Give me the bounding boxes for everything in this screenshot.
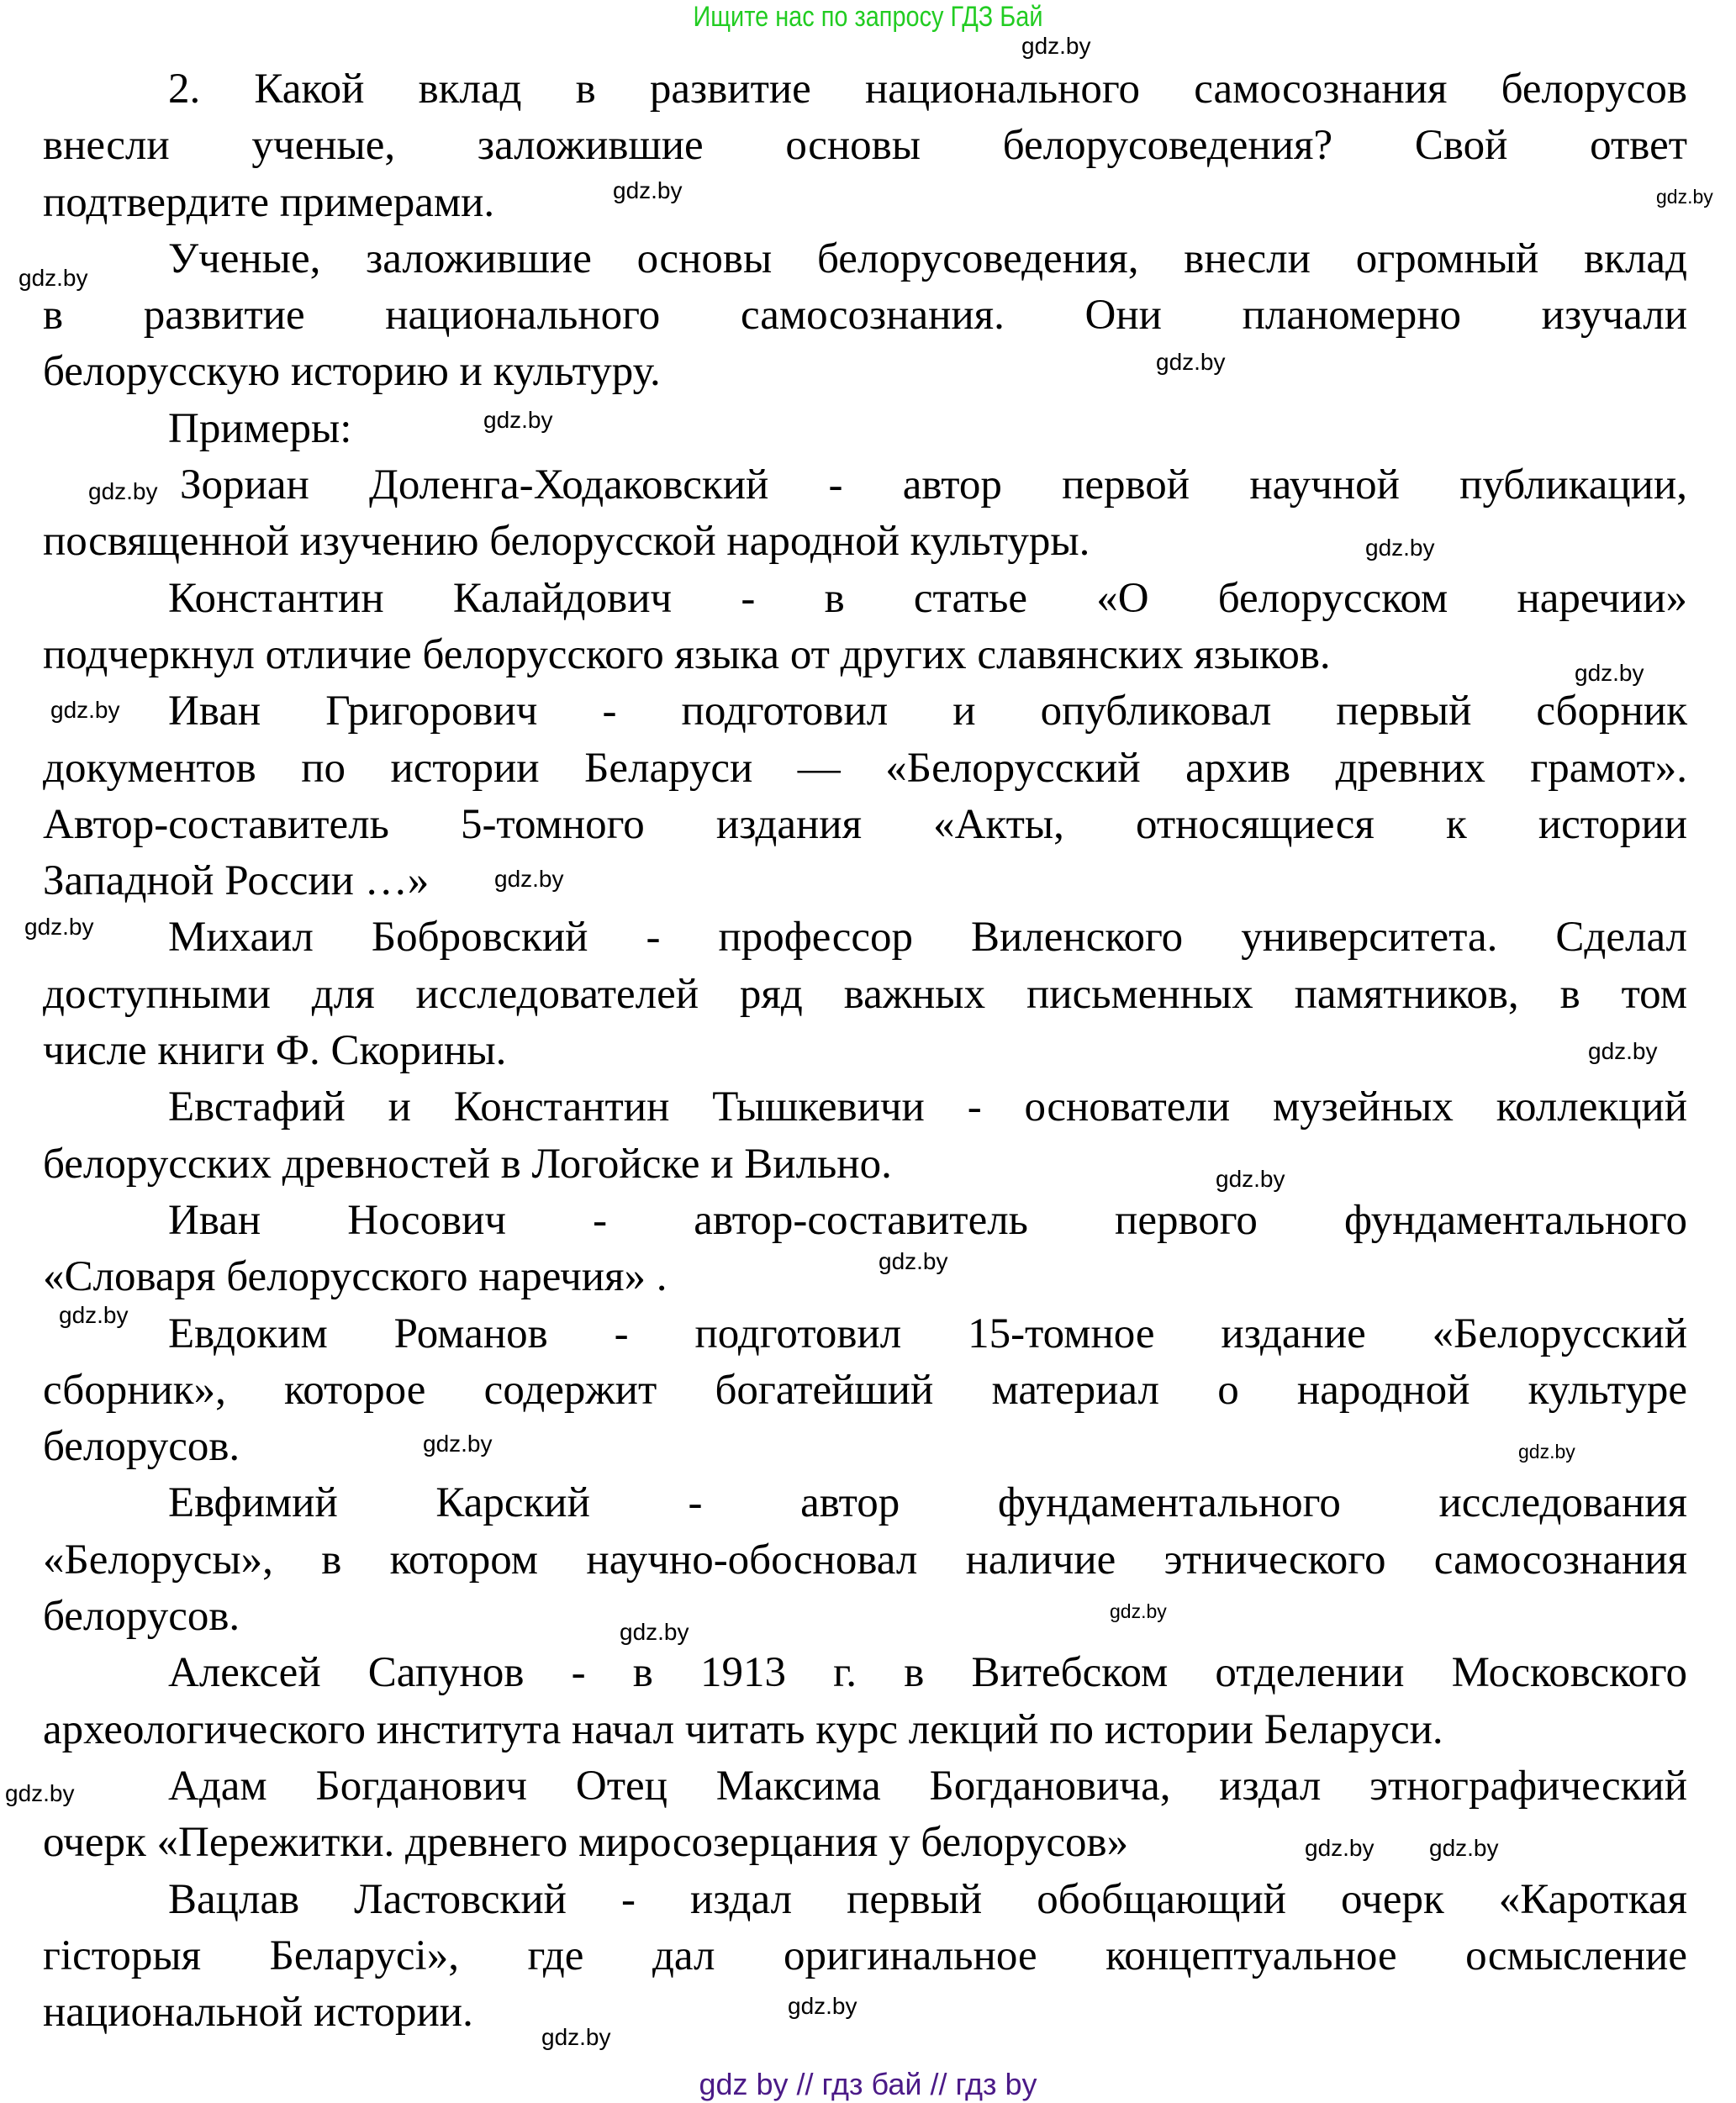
text-line: «Белорусы», в котором научно-обосновал наличие этнического самосознания	[43, 1536, 1687, 1584]
watermark: gdz.by	[59, 1302, 129, 1328]
watermark: gdz.by	[1156, 349, 1226, 375]
watermark: gdz.by	[494, 866, 564, 892]
text-line: в развитие национального самосознания. Они планомерно изучали	[43, 292, 1687, 340]
text-line: очерк «Пережитки. древнего миросозерцания у белорусов»	[43, 1819, 1129, 1867]
watermark: gdz.by	[1305, 1835, 1375, 1861]
watermark: gdz.by	[1656, 186, 1713, 208]
watermark: gdz.by	[5, 1780, 75, 1806]
watermark: gdz.by	[1575, 660, 1644, 686]
answer-text	[43, 61, 1687, 2041]
watermark: gdz.by	[620, 1619, 689, 1645]
watermark: gdz.by	[1110, 1600, 1167, 1622]
text-line: национальной истории.	[43, 1989, 473, 2037]
text-line: белорусскую историю и культуру.	[43, 348, 661, 396]
text-line: археологического института начал читать курс лекций по истории Беларуси.	[43, 1705, 1443, 1753]
text-line: сборник», которое содержит богатейший материал о народной культуре	[43, 1366, 1687, 1414]
text-line: подчеркнул отличие белорусского языка от других славянских языков.	[43, 630, 1331, 678]
search-banner: Ищите нас по запросу ГДЗ Бай	[693, 1, 1043, 33]
text-line: Автор-составитель 5-томного издания «Акты, относящиеся к истории	[43, 800, 1687, 848]
watermark: gdz.by	[541, 2024, 611, 2050]
text-line: Адам Богданович Отец Максима Богдановича, издал этнографический	[168, 1762, 1687, 1810]
watermark: gdz.by	[483, 407, 553, 433]
text-line: «Словаря белорусского наречия» .	[43, 1253, 667, 1301]
text-line: подтвердите примерами.	[43, 178, 495, 226]
watermark: gdz.by	[879, 1248, 948, 1274]
text-line: Иван Григорович - подготовил и опубликовал первый сборник	[168, 688, 1687, 735]
text-line: Евдоким Романов - подготовил 15-томное издание «Белорусский	[168, 1310, 1687, 1357]
watermark: gdz.by	[1021, 33, 1091, 59]
text-line: Примеры:	[168, 404, 352, 452]
text-line: Константин Калайдович - в статье «О белорусском наречии»	[168, 574, 1687, 622]
text-line: белорусских древностей в Логойске и Вильно.	[43, 1140, 892, 1188]
text-line: доступными для исследователей ряд важных письменных памятников, в том	[43, 970, 1687, 1018]
text-line: Евстафий и Константин Тышкевичи - основатели музейных коллекций	[168, 1083, 1687, 1131]
watermark: gdz.by	[1365, 535, 1435, 561]
watermark: gdz.by	[1216, 1166, 1285, 1192]
text-line: Алексей Сапунов - в 1913 г. в Витебском отделении Московского	[168, 1649, 1687, 1697]
text-line: Иван Носович - автор-составитель первого фундаментального	[168, 1196, 1687, 1244]
text-line: белорусов.	[43, 1423, 240, 1471]
watermark: gdz.by	[50, 697, 120, 723]
text-line: Зориан Доленга-Ходаковский - автор первой научной публикации,	[180, 461, 1687, 509]
text-line: Михаил Бобровский - профессор Виленского университета. Сделал	[168, 914, 1687, 962]
watermark: gdz.by	[788, 1993, 857, 2019]
watermark: gdz.by	[88, 478, 158, 504]
text-line: Евфимий Карский - автор фундаментального исследования	[168, 1479, 1687, 1527]
watermark: gdz.by	[1429, 1835, 1499, 1861]
text-line: Западной России …»	[43, 857, 430, 905]
watermark: gdz.by	[24, 914, 94, 940]
watermark: gdz.by	[1588, 1038, 1658, 1064]
text-line: числе книги Ф. Скорины.	[43, 1027, 507, 1075]
text-line: Ученые, заложившие основы белорусоведения, внесли огромный вклад	[168, 235, 1687, 282]
text-line: белорусов.	[43, 1593, 240, 1641]
text-line: Вацлав Ластовский - издал первый обобщающий очерк «Кароткая	[168, 1875, 1687, 1923]
watermark: gdz.by	[18, 265, 88, 291]
watermark: gdz.by	[613, 177, 683, 203]
text-line: внесли ученые, заложившие основы белорусоведения? Свой ответ	[43, 122, 1687, 170]
text-line: 2. Какой вклад в развитие национального самосознания белорусов	[168, 66, 1687, 113]
watermark: gdz.by	[423, 1431, 493, 1457]
text-line: документов по истории Беларуси — «Белорусский архив древних грамот».	[43, 744, 1687, 792]
watermark: gdz.by	[1518, 1441, 1575, 1463]
text-line: посвященной изучению белорусской народной культуры.	[43, 518, 1090, 566]
footer-banner: gdz by // гдз бай // гдз by	[699, 2067, 1037, 2101]
text-line: гiсторыя Беларусi», где дал оригинальное концептуальное осмысление	[43, 1932, 1687, 1979]
